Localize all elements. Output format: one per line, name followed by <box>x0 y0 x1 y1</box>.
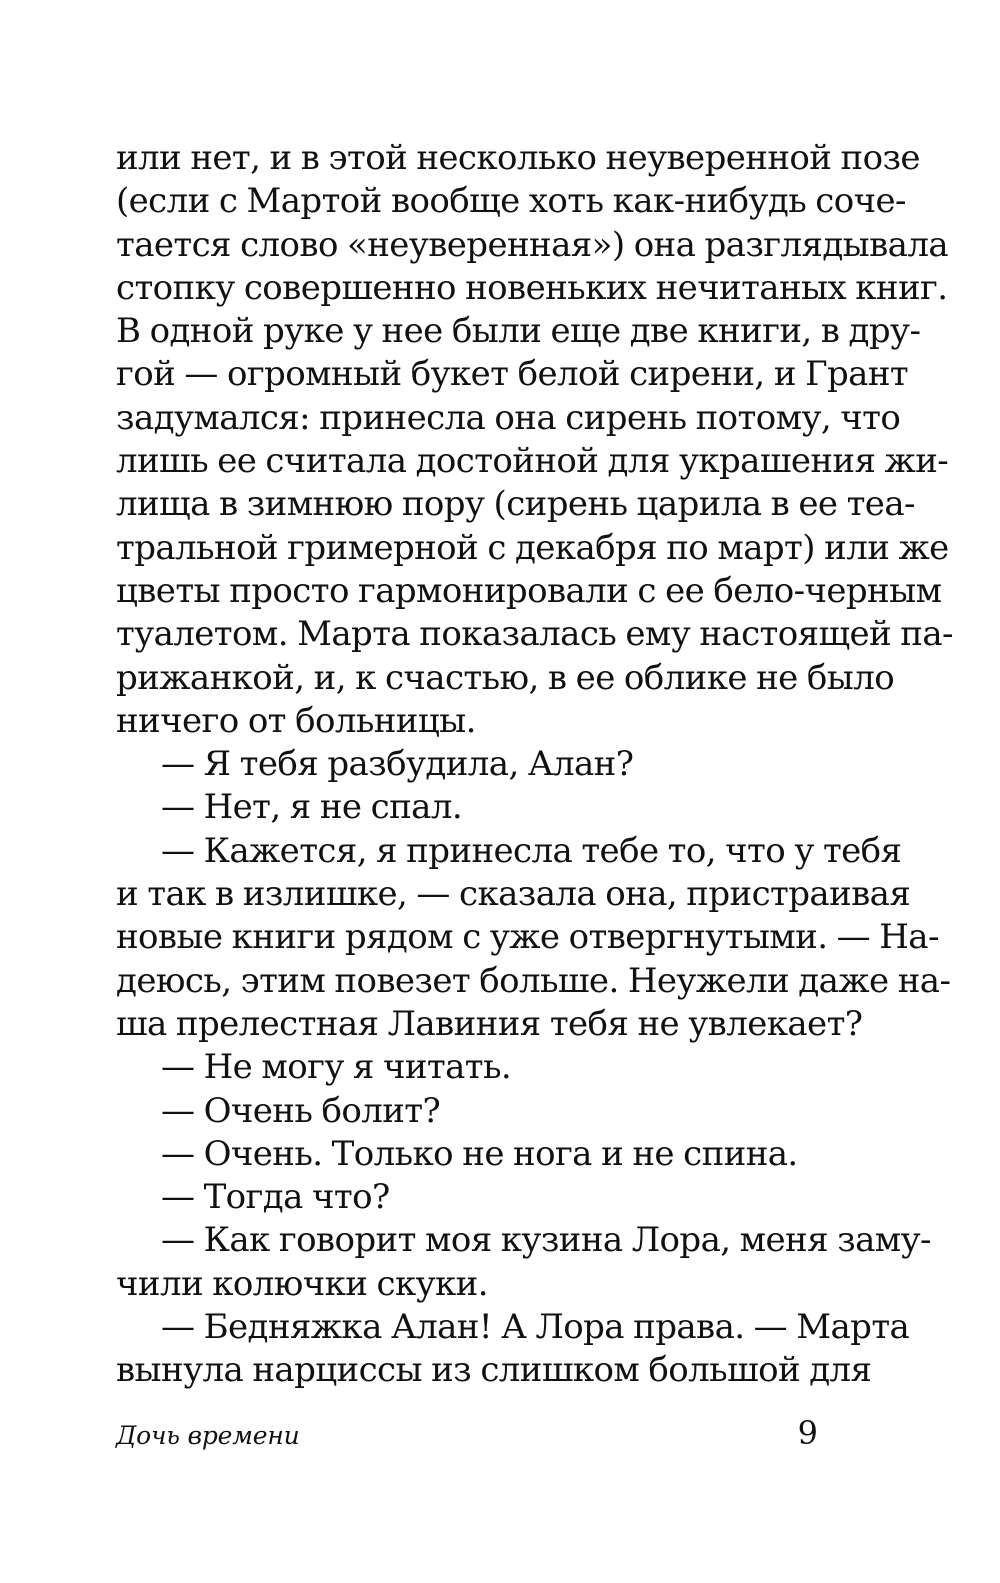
text-line: новые книги рядом с уже отвергнутыми. — На- <box>116 917 939 958</box>
text-line: гой — огромный букет белой сирени, и Грант <box>116 354 909 395</box>
text-line: (если с Мартой вообще хоть как-нибудь соче- <box>116 181 906 222</box>
dialogue-line: — Как говорит моя кузина Лора, меня заму- <box>161 1220 931 1261</box>
dialogue-line: — Не могу я читать. <box>161 1047 512 1088</box>
text-line: ничего от больницы. <box>116 700 476 741</box>
text-line: рижанкой, и, к счастью, в ее облике не было <box>116 657 895 698</box>
dialogue-line: — Очень болит? <box>161 1090 441 1131</box>
page-number: 9 <box>797 1414 818 1452</box>
dialogue-line: — Кажется, я принесла тебе то, что у тебя <box>161 830 902 871</box>
text-line: тается слово «неуверенная») она разглядывала <box>116 224 949 265</box>
text-line: тральной гримерной с декабря по март) или же <box>116 527 949 568</box>
text-line: деюсь, этим повезет больше. Неужели даже на- <box>116 960 951 1001</box>
text-line: лишь ее считала достойной для украшения жи- <box>116 441 949 482</box>
text-line: лища в зимнюю пору (сирень царила в ее теа- <box>116 484 915 525</box>
text-line: или нет, и в этой несколько неуверенной позе <box>116 138 920 178</box>
text-line: стопку совершенно новеньких нечитаных книг. <box>116 267 948 308</box>
text-line: цветы просто гармонировали с ее бело-черным <box>116 570 942 611</box>
text-line: чили колючки скуки. <box>116 1263 488 1304</box>
text-line: и так в излишке, — сказала она, пристраивая <box>116 874 911 915</box>
text-line: вынула нарциссы из слишком большой для <box>116 1350 872 1391</box>
dialogue-line: — Очень. Только не нога и не спина. <box>161 1133 798 1174</box>
text-line: В одной руке у нее были еще две книги, в дру- <box>116 311 921 352</box>
text-line: задумался: принесла она сирень потому, что <box>116 397 901 438</box>
dialogue-line: — Я тебя разбудила, Алан? <box>161 744 634 785</box>
text-line: ша прелестная Лавиния тебя не увлекает? <box>116 1003 863 1044</box>
dialogue-line: — Нет, я не спал. <box>161 787 463 828</box>
running-footer-title: Дочь времени <box>116 1421 300 1450</box>
text-line: туалетом. Марта показалась ему настоящей па- <box>116 614 953 655</box>
dialogue-line: — Тогда что? <box>161 1177 390 1218</box>
body-text <box>116 137 953 1393</box>
dialogue-line: — Бедняжка Алан! А Лора права. — Марта <box>161 1307 910 1348</box>
